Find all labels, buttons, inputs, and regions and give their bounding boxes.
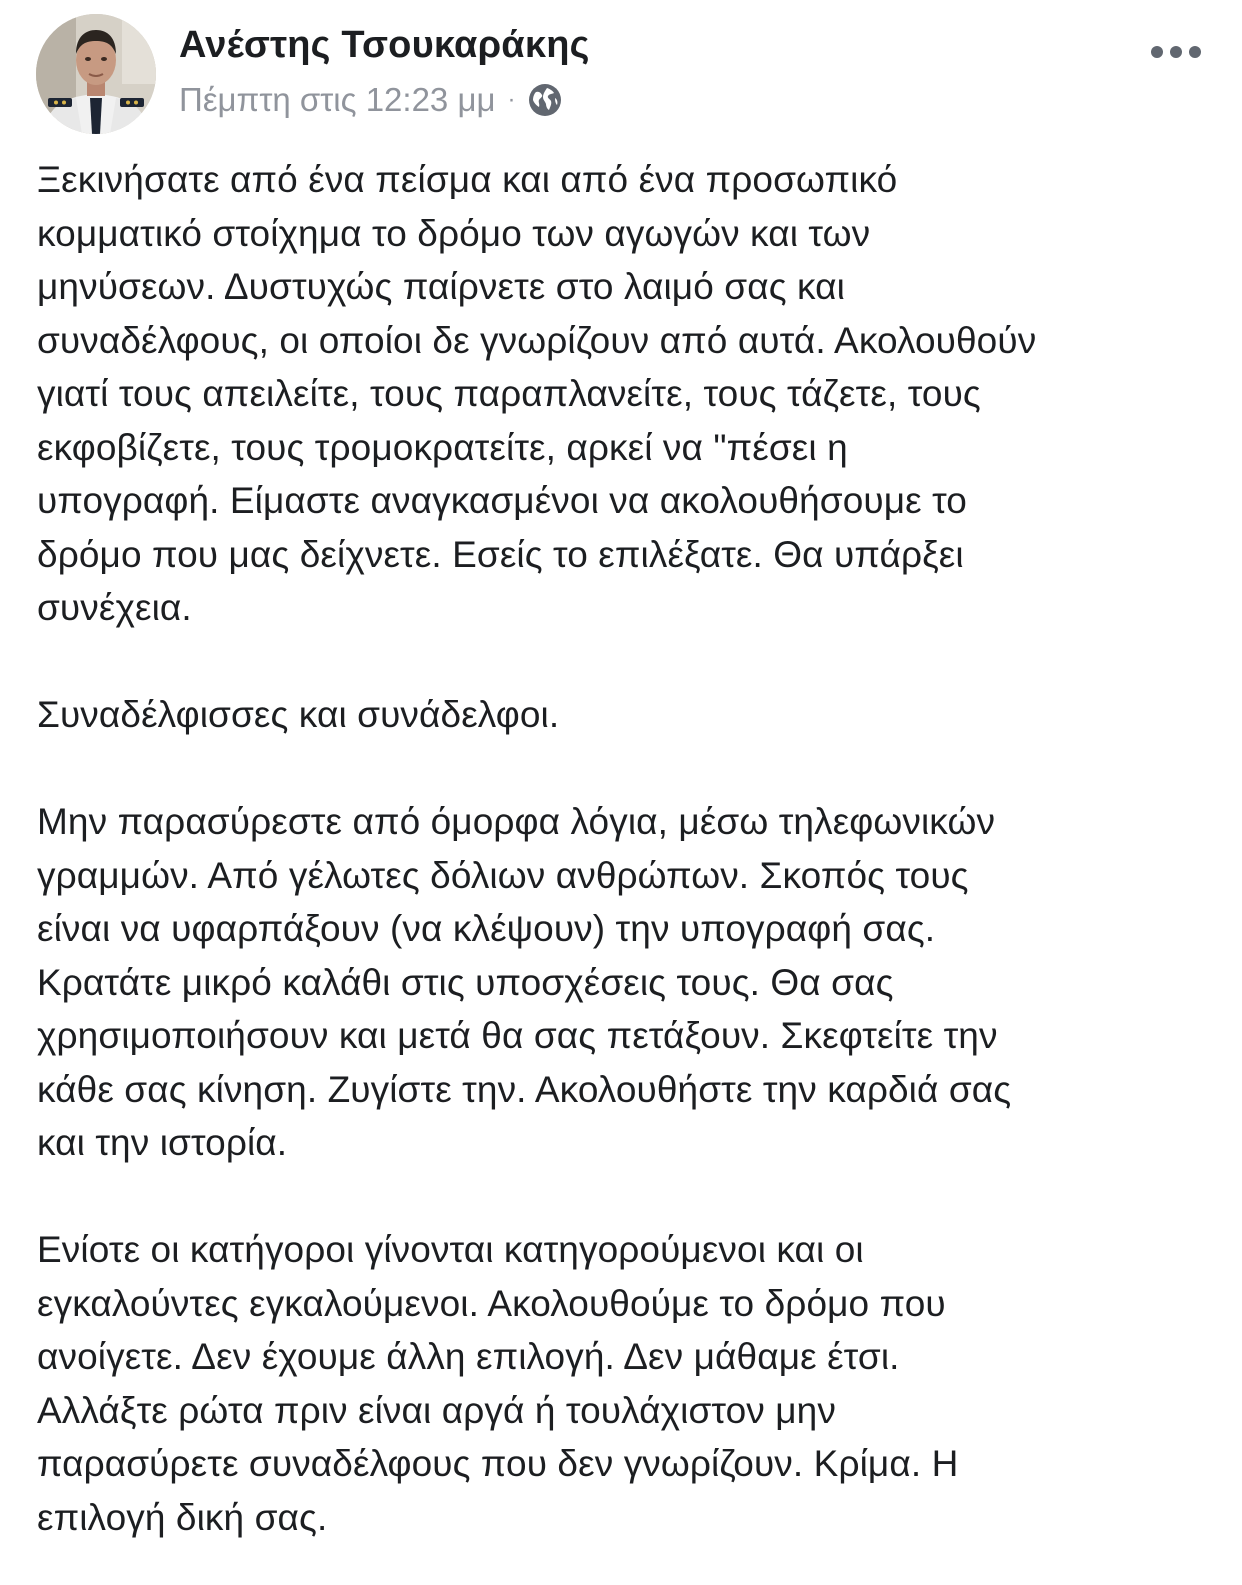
more-options-icon[interactable] [1146,34,1206,70]
post-meta [179,80,563,120]
post-paragraph: Συναδέλφισσες και συνάδελφοι. [37,694,560,735]
post-timestamp[interactable]: Πέμπτη στις 12:23 μμ [179,81,496,118]
meta-separator: · [507,86,516,113]
post-paragraph: Ξεκινήσατε από ένα πείσμα και από ένα προσωπικό κομματικό στοίχημα το δρόμο των αγωγών και των μηνύσεων. Δυστυχώς παίρνετε στο λαιμό σας και συναδέλφους, οι οποίοι δε γνωρίζουν από αυτά. Ακολουθούν γιατί τους απειλείτε, τους παραπλανείτε, τους τάζετε, τους εκφοβίζετε, τους τρομοκρατείτε, αρκεί να "πέσει η υπογραφή. Είμαστε αναγκασμένοι να ακολουθήσουμε το δρόμο που μας δείχνετε. Εσείς το επιλέξατε. Θα υπάρξει συνέχεια. [37,159,1037,628]
globe-icon[interactable] [527,82,563,118]
post-header [36,14,1206,134]
post-paragraph: Μην παρασύρεστε από όμορφα λόγια, μέσω τηλεφωνικών γραμμών. Από γέλωτες δόλιων ανθρώπων. Σκοπός τους είναι να υφαρπάξουν (να κλέψουν) την υπογραφή σας. Κρατάτε μικρό καλάθι στις υποσχέσεις τους. Θα σας χρησιμοποιήσουν και μετά θα σας πετάξουν. Σκεφτείτε την κάθε σας κίνηση. Ζυγίστε την. Ακολουθήστε την καρδιά σας και την ιστορία. [37,801,1012,1163]
author-name[interactable]: Ανέστης Τσουκαράκης [179,24,590,66]
post-body [37,153,1207,1544]
author-avatar[interactable] [36,14,156,134]
post-paragraph: Ενίοτε οι κατήγοροι γίνονται κατηγορούμενοι και οι εγκαλούντες εγκαλούμενοι. Ακολουθούμε το δρόμο που ανοίγετε. Δεν έχουμε άλλη επιλογή. Δεν μάθαμε έτσι. Αλλάξτε ρώτα πριν είναι αργά ή τουλάχιστον μην παρασύρετε συναδέλφους που δεν γνωρίζουν. Κρίμα. Η επιλογή δική σας. [37,1229,959,1538]
